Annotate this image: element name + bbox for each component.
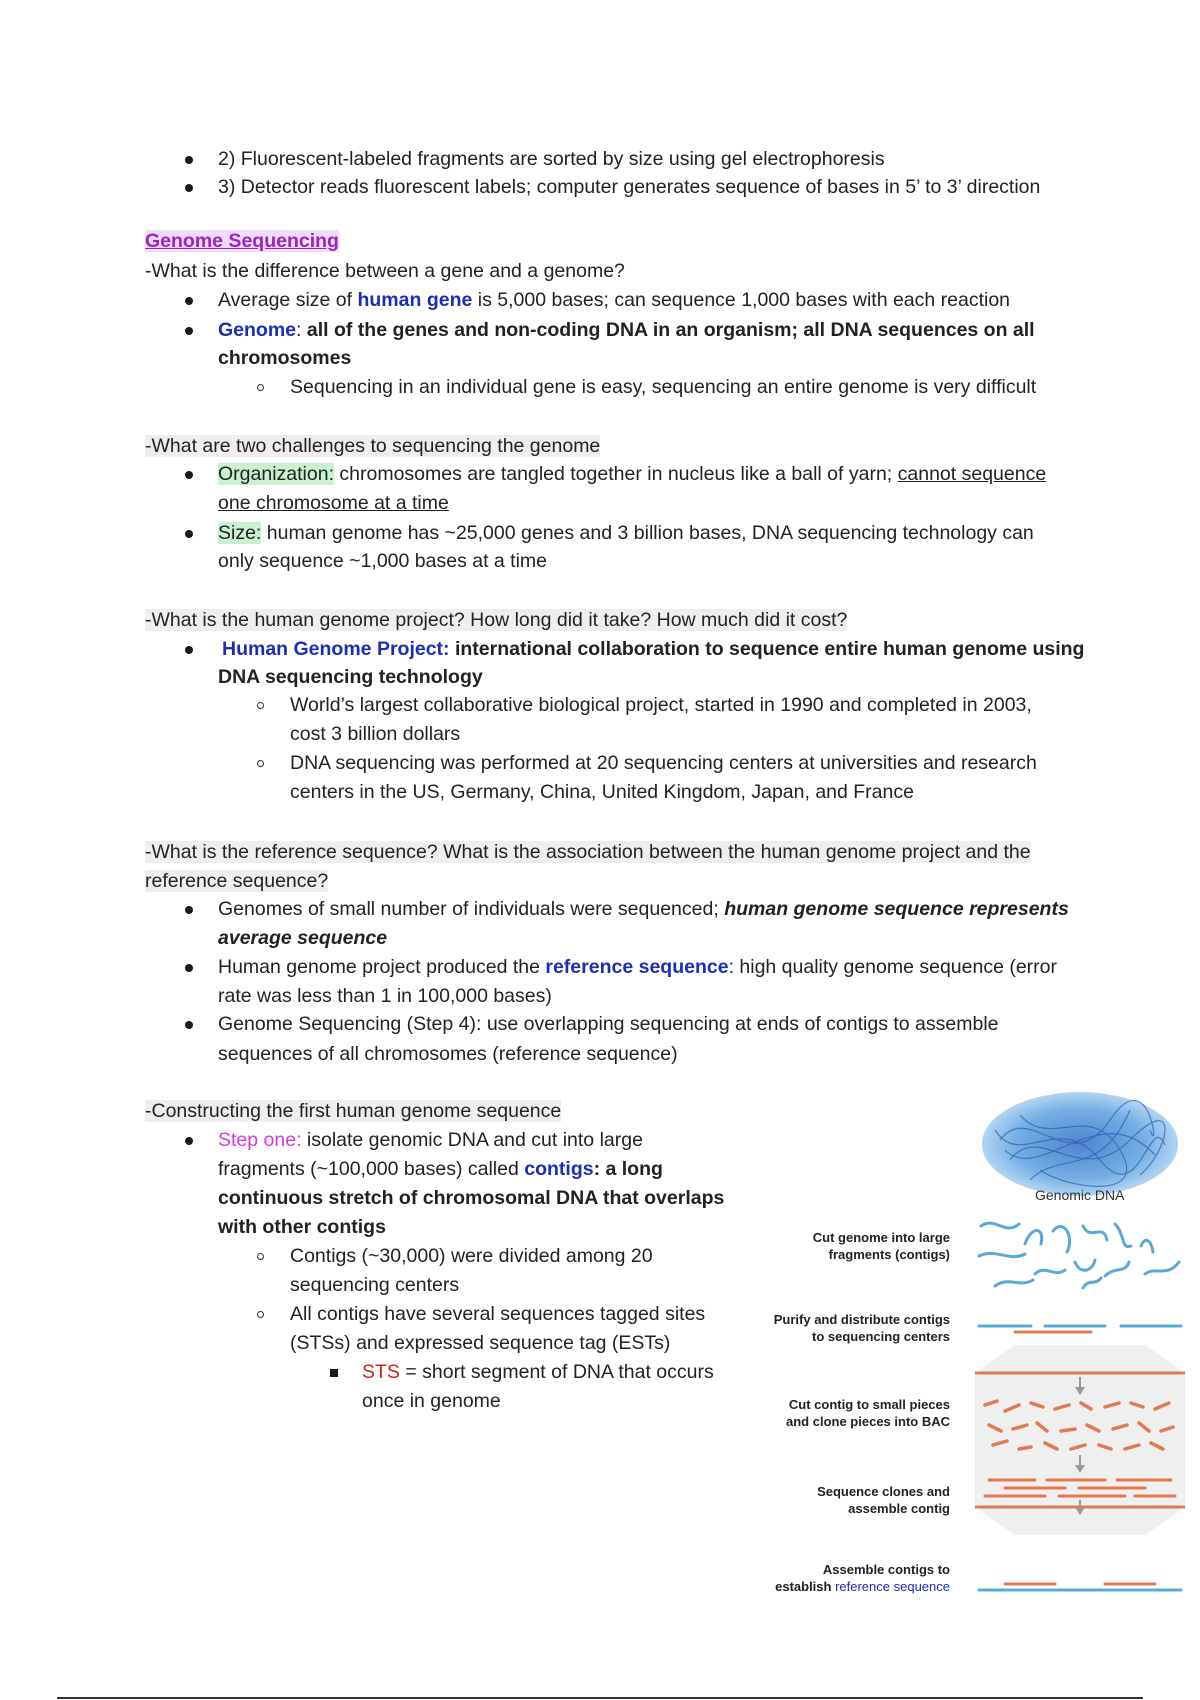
q2-bullet-1-line2: one chromosome at a time [218,492,449,514]
bullet-dot [185,156,193,164]
term-organization: Organization: [218,463,334,485]
question-human-genome-project [145,608,847,632]
q5-bullet-1-line2 [218,1157,663,1181]
q5-bullet-1-line4: with other contigs [218,1216,386,1238]
q1-sub-1: Sequencing in an individual gene is easy, sequencing an entire genome is very difficult [290,376,1037,398]
distributed-contigs-icon [975,1322,1185,1336]
text: international collaboration to sequence entire human genome using [449,638,1085,660]
contig-fragments-icon [975,1216,1185,1291]
bullet-dot [185,1021,193,1029]
q3-sub-2-line1: DNA sequencing was performed at 20 sequencing centers at universities and research [290,752,1037,774]
text: to sequencing centers [812,1329,950,1344]
q4-bullet-1-line1 [218,897,1069,921]
text: Human genome project produced the [218,956,546,978]
q3-bullet-1-line2: DNA sequencing technology [218,666,483,688]
term-contigs: contigs [524,1158,594,1180]
q4-bullet-1-line2: average sequence [218,927,388,949]
text: isolate genomic DNA and cut into large [301,1129,643,1151]
text: and clone pieces into BAC [786,1414,950,1429]
q2-bullet-1-line1 [218,462,1046,486]
fig-step-3-label [786,1396,950,1430]
q5-sub-1-line1: Contigs (~30,000) were divided among 20 [290,1245,653,1267]
q5-subsub-line1 [362,1360,714,1384]
text: -What is the reference sequence? What is the association between the human genome project and the [145,841,1031,863]
q3-sub-1-line2: cost 3 billion dollars [290,723,461,745]
text: cannot sequence [897,463,1047,485]
term-hgp: Human Genome Project: [222,638,450,660]
q4-bullet-3-line1: Genome Sequencing (Step 4): use overlapping sequencing at ends of contigs to assemble [218,1013,999,1035]
text: assemble contig [848,1501,950,1516]
fig-step-5-label [775,1561,950,1595]
text: Average size of [218,289,358,311]
bullet-dot [185,646,193,654]
term-human-gene: human gene [357,289,473,311]
sub-bullet-circle [257,1253,264,1260]
q2-bullet-2-line2: only sequence ~1,000 bases at a time [218,550,548,572]
q4-bullet-3-line2: sequences of all chromosomes (reference sequence) [218,1043,678,1065]
bullet-dot [185,906,193,914]
text: fragments (contigs) [828,1247,950,1262]
q4-bullet-2-line1 [218,955,1057,979]
text: Genomes of small number of individuals were sequenced; [218,898,725,920]
q4-bullet-2-line2: rate was less than 1 in 100,000 bases) [218,985,552,1007]
q5-bullet-1-line3: continuous stretch of chromosomal DNA that overlaps [218,1187,725,1209]
bullet-dot [185,297,193,305]
text: -Constructing the first human genome sequence [145,1100,562,1122]
q3-sub-2-line2: centers in the US, Germany, China, United Kingdom, Japan, and France [290,781,914,803]
bullet-dot [185,964,193,972]
text: all of the genes and non-coding DNA in an organism; all DNA sequences on all [306,319,1035,341]
term-reference-sequence: reference sequence [835,1579,950,1594]
text: -What is the human genome project? How long did it take? How much did it cost? [145,609,848,631]
term-step-one: Step one: [218,1129,302,1151]
q5-sub-1-line2: sequencing centers [290,1274,460,1296]
bullet-dot [185,184,193,192]
bullet-dot [185,530,193,538]
question-reference-line2 [145,869,328,893]
page-footer-rule [57,1697,1143,1699]
text: human genome sequence represents [724,898,1069,920]
q3-sub-1-line1: World’s largest collaborative biological project, started in 1990 and completed in 2003, [290,694,1032,716]
genomic-dna-label: Genomic DNA [1035,1187,1125,1203]
term-size: Size: [218,522,262,544]
fig-step-2-label [774,1311,950,1345]
text: Cut genome into large [812,1230,950,1245]
q5-sub-2-line1: All contigs have several sequences tagged sites [290,1303,706,1325]
text: -What are two challenges to sequencing the genome [145,435,601,457]
sub-bullet-circle [257,384,264,391]
question-reference-line1 [145,840,1031,864]
text: is 5,000 bases; can sequence 1,000 bases with each reaction [472,289,1011,311]
text: establish [775,1579,836,1594]
q5-subsub-line2: once in genome [362,1390,501,1412]
text: : a long [593,1158,663,1180]
intro-bullet-2: 2) Fluorescent-labeled fragments are sorted by size using gel electrophoresis [218,148,885,170]
question-constructing [145,1099,561,1123]
text: fragments (~100,000 bases) called [218,1158,525,1180]
bac-cloning-process-icon [975,1345,1185,1535]
question-gene-vs-genome: -What is the difference between a gene and a genome? [145,260,625,282]
q5-sub-2-line2: (STSs) and expressed sequence tag (ESTs) [290,1332,671,1354]
reference-sequence-line-icon [975,1580,1185,1596]
text: Sequence clones and [817,1484,950,1499]
text: reference sequence? [145,870,329,892]
q1-bullet-2-line1 [218,318,1035,342]
term-sts: STS [362,1361,400,1383]
question-two-challenges [145,434,600,458]
term-reference-sequence: reference sequence [545,956,729,978]
bullet-dot [185,327,193,335]
term-genome: Genome [218,319,297,341]
q1-bullet-1 [218,288,1010,312]
intro-bullet-3: 3) Detector reads fluorescent labels; computer generates sequence of bases in 5’ to 3’ direction [218,176,1041,198]
q5-bullet-1-line1 [218,1128,643,1152]
q1-bullet-2-line2: chromosomes [218,347,352,369]
q3-bullet-1-line1 [222,637,1084,661]
genomic-dna-ball-icon [980,1090,1180,1198]
text: = short segment of DNA that occurs [399,1361,714,1383]
section-heading [145,229,339,253]
text: Cut contig to small pieces [788,1397,950,1412]
text: chromosomes are tangled together in nucleus like a ball of yarn; [333,463,898,485]
text: : [296,319,307,341]
bullet-dot [185,1137,193,1145]
sub-bullet-circle [257,702,264,709]
text: Purify and distribute contigs [773,1312,950,1327]
bullet-dot [185,471,193,479]
sub-bullet-circle [257,1311,264,1318]
fig-step-4-label [817,1483,950,1517]
sub-sub-bullet-square [330,1369,338,1377]
text: Assemble contigs to [822,1562,950,1577]
section-heading-text: Genome Sequencing [145,230,339,252]
text: : high quality genome sequence (error [728,956,1058,978]
text: human genome has ~25,000 genes and 3 billion bases, DNA sequencing technology can [261,522,1034,544]
fig-step-1-label [813,1229,950,1263]
q2-bullet-2-line1 [218,521,1034,545]
sub-bullet-circle [257,760,264,767]
